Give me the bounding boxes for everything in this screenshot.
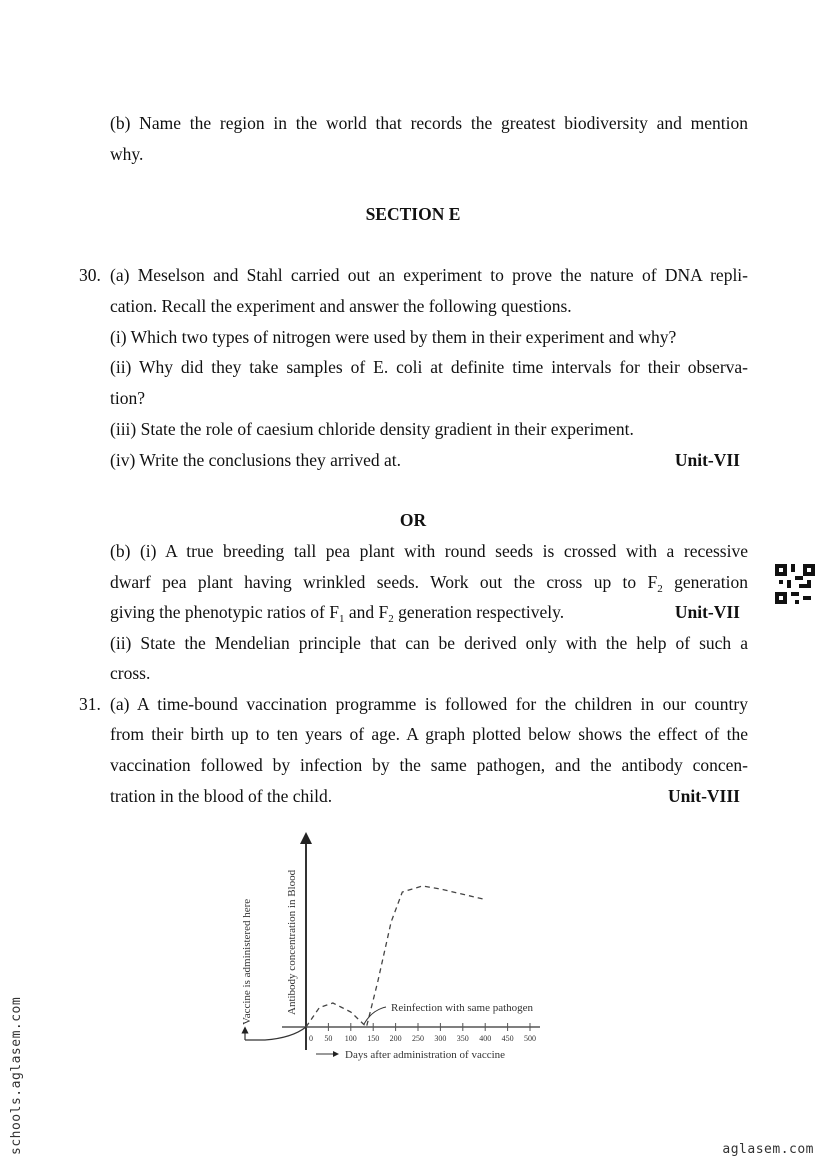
q31-line: from their birth up to ten years of age. A graph plotted below shows the effect of the <box>110 724 748 744</box>
x-tick-label: 0 <box>309 1034 313 1043</box>
x-tick-label: 200 <box>389 1034 402 1043</box>
text: generation respectively. <box>393 602 565 622</box>
q30b-line: (ii) State the Mendelian principle that can be derived only with the help of such a <box>110 633 748 653</box>
text: giving the phenotypic ratios of F <box>110 602 339 622</box>
text: dwarf pea plant having wrinkled seeds. Work out the cross up to F <box>110 572 658 592</box>
x-tick-label: 450 <box>501 1034 514 1043</box>
q30-line: (iii) State the role of caesium chloride density gradient in their experiment. <box>110 419 634 439</box>
q29b-line2: why. <box>110 144 144 164</box>
q30-number: 30. <box>79 265 101 285</box>
text: and F <box>344 602 389 622</box>
q30-line: (ii) Why did they take samples of E. coli at definite time intervals for their observa- <box>110 357 748 377</box>
x-axis-label: Days after administration of vaccine <box>345 1049 506 1061</box>
q30b-line: cross. <box>110 663 151 683</box>
or-label: OR <box>399 510 427 530</box>
q30-line: (iv) Write the conclusions they arrived at. <box>110 450 402 470</box>
side-watermark: schools.aglasem.com <box>9 996 24 1155</box>
subscript: 2 <box>388 613 394 625</box>
x-tick-label: 500 <box>524 1034 536 1043</box>
q30b-line: (b) (i) A true breeding tall pea plant with round seeds is crossed with a recessive <box>110 541 748 561</box>
vaccine-label: Vaccine is administered here <box>241 898 253 1025</box>
subscript: 2 <box>657 583 663 595</box>
q30-line: tion? <box>110 388 145 408</box>
unit-label: Unit-VIII <box>668 786 740 806</box>
reinfection-label: Reinfection with same pathogen <box>391 1002 534 1014</box>
footer-watermark: aglasem.com <box>722 1142 814 1157</box>
q29b-line1: (b) Name the region in the world that records the greatest biodiversity and mention <box>110 113 748 133</box>
subscript: 1 <box>338 613 345 625</box>
x-tick-label: 50 <box>324 1034 333 1043</box>
q30-line: cation. Recall the experiment and answer the following questions. <box>110 296 572 316</box>
x-tick-label: 300 <box>434 1034 447 1043</box>
q31-line: (a) A time-bound vaccination programme is followed for the children in our country <box>110 694 748 714</box>
q30-line: (i) Which two types of nitrogen were used by them in their experiment and why? <box>110 327 677 347</box>
unit-label: Unit-VII <box>674 450 740 470</box>
x-tick-label: 400 <box>479 1034 492 1043</box>
section-title: SECTION E <box>365 204 461 224</box>
x-tick-label: 100 <box>344 1034 357 1043</box>
y-axis-label: Antibody concentration in Blood <box>286 869 298 1015</box>
pre-vaccine-curve <box>245 1027 306 1040</box>
x-tick-label: 150 <box>367 1034 380 1043</box>
q31-number: 31. <box>79 694 101 714</box>
q31-line: vaccination followed by infection by the same pathogen, and the antibody concen- <box>110 755 748 775</box>
q31-line: tration in the blood of the child. <box>110 786 333 806</box>
text: generation <box>662 572 749 592</box>
x-tick-label: 250 <box>412 1034 424 1043</box>
unit-label: Unit-VII <box>674 602 740 622</box>
x-tick-label: 350 <box>456 1034 469 1043</box>
q30-line: (a) Meselson and Stahl carried out an experiment to prove the nature of DNA repli- <box>110 265 748 285</box>
